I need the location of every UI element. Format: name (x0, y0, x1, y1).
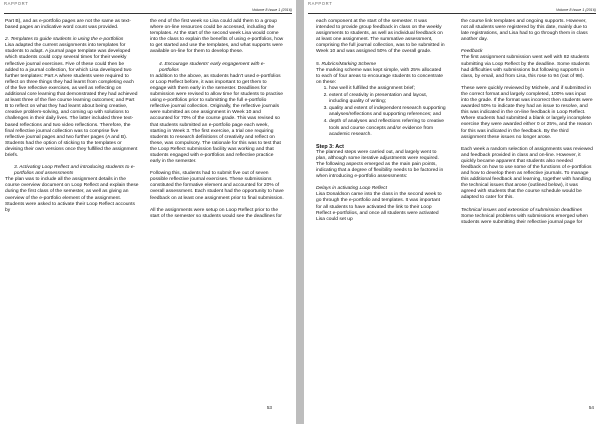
paragraph: Part B), and as e-portfolio pages are not the same as text-based pages an indicative word count was provided. (5, 19, 131, 31)
page-number: 53 (266, 405, 272, 410)
paragraph: Some technical problems with submissions emerged when students were submitting their reflective journal page for (461, 213, 588, 225)
subheading: Technical issues and extension of submission deadlines (461, 207, 583, 213)
paragraph: Each week a random selection of assignments was reviewed and feedback provided in class and on-line. However, it quickly became apparent that students also needed feedback on how to use some of the functions of e-portfolios and how to develop them as reflective journals. To manage this additional feedback and learning, together with handling the technical issues that arose (outlined below), it was agreed with students that the course schedule would be adapted to cater for this. (461, 146, 593, 201)
paragraph: Lisa adapted the current assignments into templates for students to adapt. A journal page template was developed which students could copy several times for their weekly reflective journal exercises. Five of these could then be added to a journal collection, for which Lisa developed two further templates: Part A where students were required to reflect on three things they had learnt from completing each of the five reflective exercises, as well as reflecting on additional core learning that demonstrated they had achieved at least three of the five course learning outcomes; and Part B to reflect on what they had learnt about being creative, creative problem-solving, and coming up with solutions to challenges in their daily lives. The latter included three text-based reflections and two video reflections. Therefore, the final reflective journal collection was to comprise five reflective journal pages and two further pages (A and B). Students had the option of sticking to the templates or devising their own versions once they fulfilled the assignment briefs. (5, 43, 138, 158)
paragraph: All the assignments were setup on Loop Reflect prior to the start of the semester so students would see the deadlines for (150, 207, 282, 219)
left-page (0, 0, 296, 424)
subheading: Feedback (461, 49, 483, 55)
paragraph: Following this, students had to submit five out of seven possible reflective journal exercises. These submissions constituted the formative element and accounted for 20% of overall assessment. Each student had the opportunity to have feedback on at least one assignment prior to final submission. (150, 171, 284, 201)
page-number: 54 (588, 405, 594, 410)
paragraph: each component at the start of the semester. It was intended to provide group feedback in class on the weekly assignments to students, as well as individual feedback on at least one assignment. The summative assessment, comprising the full journal collection, was to be submitted in Week 10 and was assigned 50% of the overall grade. (316, 19, 445, 55)
paragraph: The planned steps were carried out, and largely went to plan, although some iterative adjustments were required. The following aspects emerged as the main pain points, indicating that a degree of flexibility needs to be factored in when introducing e-portfolio assessments: (316, 149, 444, 180)
list-item: 4. depth of analyses and reflections referring to creative tools and course concepts and/or evidence from academic research. (329, 119, 446, 137)
subheading: 3. Activating Loop Reflect and introducing students to e-portfolios and assessments (14, 165, 136, 177)
right-column-2 (461, 19, 593, 226)
paragraph: These were quickly reviewed by Michele, and if submitted in the correct format and largely completed, 100% was input into the grade. If the format was incorrect then students were awarded 50% to indicate they had an issue to resolve, and this was indicated in the on-line feedback in Loop Reflect. Where students had submitted a blank or largely incomplete exercise they were awarded either 0 or 25%, and the reason for this was indicated in the feedback. By the third assignment these issues no longer arose. (461, 85, 593, 140)
paragraph: The plan was to include all the assignment details in the course overview document on Loop Reflect and explain these during the first class of the semester, as well as giving an overview of the e-portfolio element of the assignment. Students were asked to activate their Loop Reflect accounts by (5, 177, 139, 213)
marking-criteria-list (316, 86, 446, 138)
left-column-1 (5, 19, 139, 214)
paragraph: the end of the first week so Lisa could add them to a group where on-line resources could be accessed, including the templates. At the start of the second week Lisa would come into the class to explain the benefits of using e-portfolios, how to get started and use the templates, and what supports were available on-line for them to develop these. (150, 19, 284, 55)
list-item: 1. how well it fulfilled the assignment brief; (329, 86, 446, 92)
subheading: 2. Templates to guide students in using the e-portfolios (5, 37, 124, 43)
running-head: RAPPORT (4, 1, 29, 6)
right-column-1 (316, 19, 446, 223)
paragraph: the course link templates and ongoing supports. However, not all students were registered by this date, mainly due to late registrations, and Lisa had to go through them in class another day. (461, 19, 588, 43)
right-page (304, 0, 600, 424)
paragraph: The marking scheme was kept simple, with 25% allocated to each of four areas to encourage students to concentrate on these: (316, 67, 443, 85)
subheading: 4. Encourage students' early engagement with e-portfolios (159, 61, 266, 73)
list-item: 2. extent of creativity in presentation and layout, including quality of writing; (329, 93, 446, 105)
paragraph: The first assignment submission went well with 82 students submitting via Loop Reflect by the deadline. Some students had difficulties with submissions but following supports in class, by email, and from Lisa, this rose to 94 (out of 98). (461, 55, 590, 79)
section-heading: Step 3: Act (316, 143, 344, 150)
subheading: 5. Rubrics/Marking Scheme (316, 61, 377, 67)
running-head: RAPPORT (308, 1, 333, 6)
volume-label: Volume 8 Issue 1 (2016) (555, 8, 596, 12)
header-rule (308, 13, 596, 14)
paragraph: Lisa Donaldson came into the class in the second week to go through the e-portfolio and templates. It was important for all students to have activated the link to their Loop Reflect e-portfolios, and once all students were activated Lisa could set up (316, 192, 442, 222)
list-item: 3. quality and extent of independent research supporting analyses/reflections and supporting references; and (329, 106, 446, 118)
volume-label: Volume 8 Issue 1 (2016) (251, 8, 292, 12)
paragraph: In addition to the above, as students hadn't used e-portfolios or Loop Reflect before, it was important to get them to engage with them early in the semester. Deadlines for submission were revised to allow time for students to practise using e-portfolios prior to submitting the full e-portfolio reflective journal collection. Originally, the reflective journals were submitted as one assignment in Week 10 and accounted for 70% of the course grade. This was revised so that students submitted an e-portfolio page each week, starting in Week 3. The first exercise, a trial one requiring students to research definitions of creativity and reflect on these, was compulsory. The rationale for this was to test that the Loop Reflect submission facility was working and that students engaged with e-portfolios and reflective practice early in the semester. (150, 73, 283, 165)
header-rule (4, 13, 292, 14)
subheading: Delays in activating Loop Reflect (316, 186, 387, 192)
left-column-2 (150, 19, 284, 220)
